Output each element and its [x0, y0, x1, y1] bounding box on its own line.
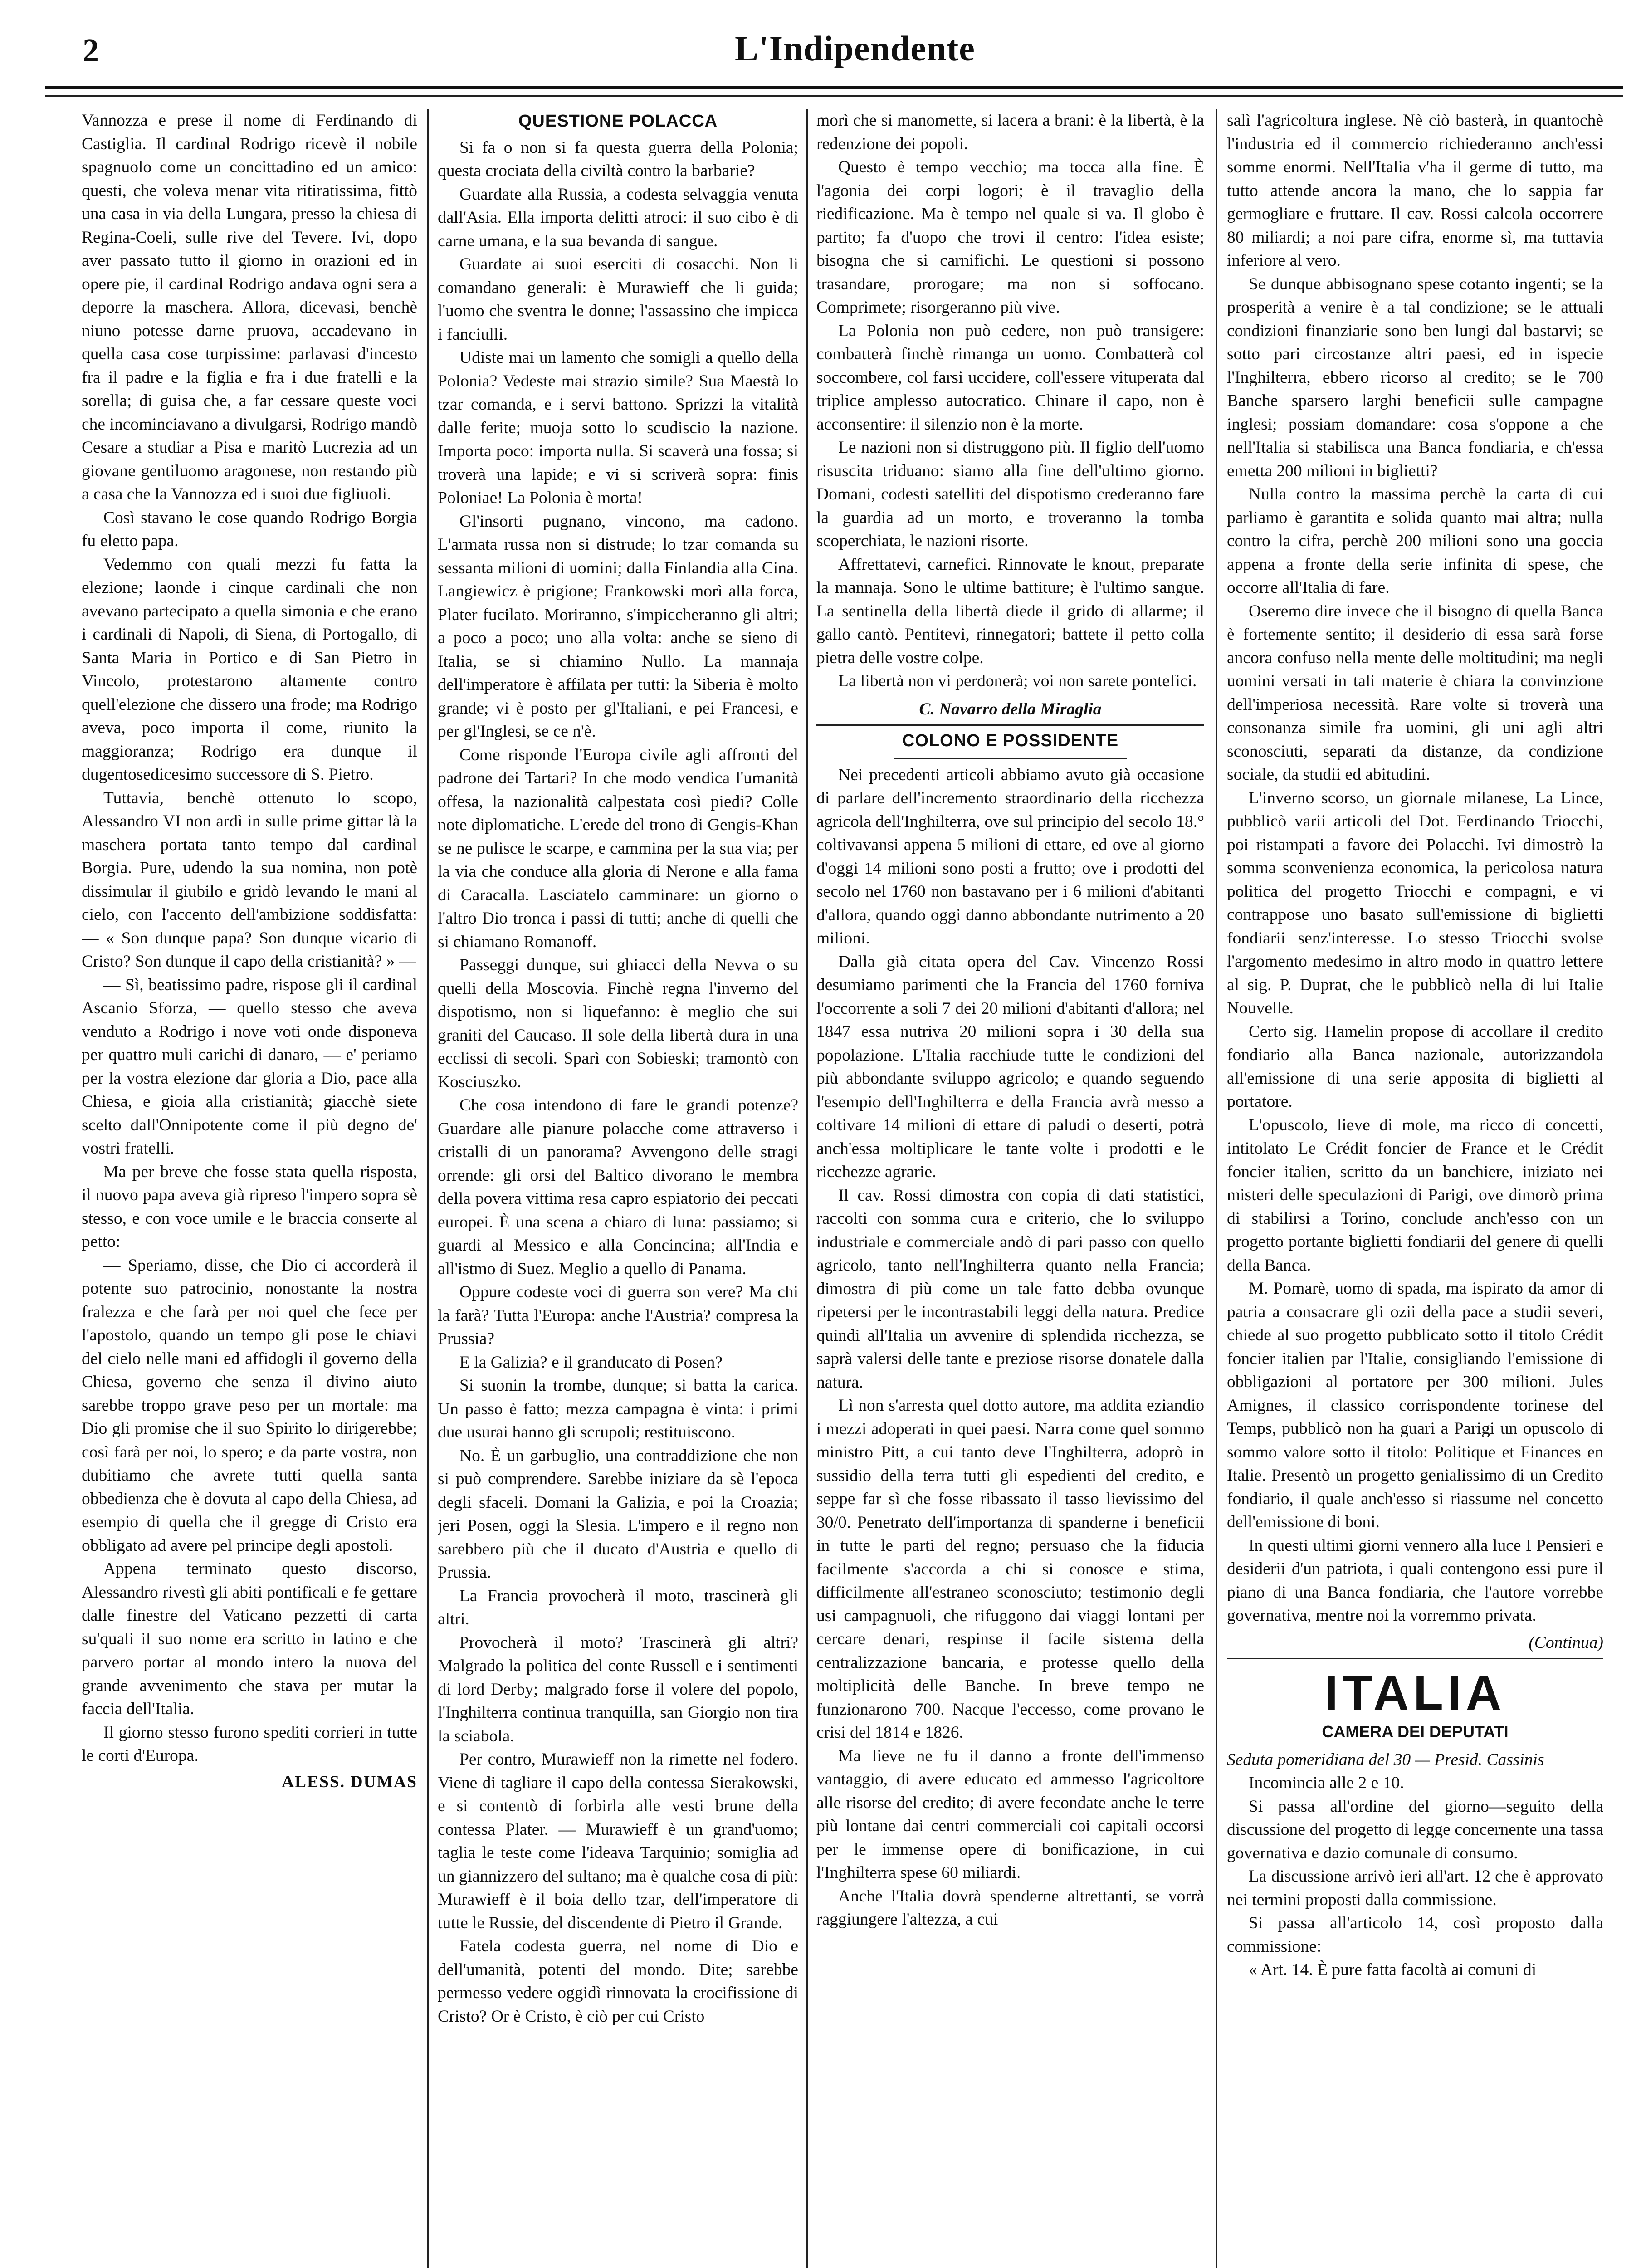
paragraph: La Polonia non può cedere, non può transigere: combatterà finchè rimanga un uomo. Combatterà col soccombere, col farsi uccidere, coll'essere vituperata dal triplice amplesso autocratico. Chinare il capo, non è acconsentire: il silenzio non è la morte. [816, 321, 1204, 434]
paragraph: L'inverno scorso, un giornale milanese, La Lince, pubblicò varii articoli del Dot. Ferdinando Triocchi, poi ristampati a favore dei Polacchi. Ivi dimostrò la somma sconvenienza economica, la pericolosa natura politica del progetto Triocchi e compagni, e vi contrappose uno basato sull'emissione di biglietti fondiarii senz'interesse. Lo stesso Triocchi svolse l'argomento medesimo in altro modo in quattro lettere al sig. P. Duprat, che le pubblicò nella di lui Italie Nouvelle. [1227, 788, 1603, 1017]
paragraph: Appena terminato questo discorso, Alessandro rivestì gli abiti pontificali e fe gettare dalle finestre del Vaticano pezzetti di carta su'quali il suo nome era scritto in latino e che parvero portar al mondo intero la nuova del grande avvenimento che stava per mutar la faccia dell'Italia. [82, 1559, 417, 1718]
paragraph: Passeggi dunque, sui ghiacci della Nevva o su quelli della Moscovia. Finchè regna l'inverno del dispotismo, non si liquefanno: è meglio che sui graniti del Caucaso. Il sole della libertà dura in una ecclissi di secoli. Sparì con Sobieski; tramontò con Kosciuszko. [438, 956, 798, 1091]
paragraph: E la Galizia? e il granducato di Posen? [459, 1353, 723, 1372]
paragraph: In questi ultimi giorni vennero alla luce I Pensieri e desiderii d'un patriota, i quali contengono essi pure il piano di una Banca fondiaria, che l'autore vorrebbe governativa, mentre noi la vorremmo privata. [1227, 1536, 1603, 1625]
paragraph: M. Pomarè, uomo di spada, ma ispirato da amor di patria a consacrare gli ozii della pace a studii severi, chiede al suo progetto pubblicato sotto il titolo Crédit foncier italien par l'Italie, consigliando l'emissione di obbligazioni al portatore per 300 milioni. Jules Amignes, il classico corrispondente torinese del Temps, pubblicò non ha guari a Parigi un opuscolo di sommo valore sotto il titolo: Politique et Finances en Italie. Presentò un progetto genialissimo di un Credito fondiario, il quale anch'esso si riassume nel concetto dell'emissione di boni. [1227, 1279, 1603, 1531]
article-divider [816, 724, 1204, 726]
paragraph: Dalla già citata opera del Cav. Vincenzo Rossi desumiamo parimenti che la Francia del 1760 forniva l'occorrente a soli 7 dei 20 milioni d'abitanti d'allora; nel 1847 essa nutriva 20 milioni sopra i 30 della sua popolazione. L'Italia racchiude tutte le condizioni del più abbondante sviluppo agricolo; e quando seguendo l'esempio dell'Inghilterra e della Francia avrà messo a coltivare 14 milioni di ettare di paludi o deserti, potrà anch'essa moltiplicare le tante volte i prodotti e le ricchezze agrarie. [816, 952, 1204, 1181]
paragraph: La discussione arrivò ieri all'art. 12 che è approvato nei termini proposti dalla commissione. [1227, 1867, 1603, 1909]
column-4 [1227, 109, 1603, 2268]
header-rule [45, 86, 1623, 89]
paragraph: Certo sig. Hamelin propose di accollare il credito fondiario alla Banca nazionale, autorizzandola all'emissione di una serie apposita di biglietti al portatore. [1227, 1022, 1603, 1111]
article-signature: ALESS. DUMAS [281, 1772, 417, 1791]
paragraph: Udiste mai un lamento che somigli a quello della Polonia? Vedeste mai strazio simile? Sua Maestà lo tzar comanda, e i servi battono. Sprizzi la vitalità dalle ferite; muoja sotto lo scudiscio la nazione. Importa poco: importa nulla. Si scaverà una fossa; si troverà una lapide; e vi si scriverà sopra: finis Poloniae! La Polonia è morta! [438, 348, 798, 507]
article-signature: C. Navarro della Miraglia [919, 699, 1102, 719]
heading-underline [894, 758, 1127, 759]
paragraph: Questo è tempo vecchio; ma tocca alla fine. È l'agonia dei corpi logori; è il travaglio della riedificazione. Ma è tempo nel quale si va. Il globo è partito; fa d'uopo che trovi il centro: l'idea esiste; bisogna che si carnifichi. Le questioni si possono trasandare, prorogare; ma non si soffocano. Comprimete; risorgeranno più vive. [816, 158, 1204, 317]
section-subtitle: CAMERA DEI DEPUTATI [1322, 1722, 1509, 1741]
paragraph: — Speriamo, disse, che Dio ci accorderà il potente suo patrocinio, nonostante la nostra fralezza e che farà per noi quel che fece per l'apostolo, quando un tempo gli pose le chiavi del cielo nelle mani ed affidogli il governo della Chiesa, governo che senza il divino aiuto sarebbe troppo grave peso per un mortale: ma Dio gli promise che il suo Spirito lo dirigerebbe; così farà per noi, lo spero; e da parte vostra, non dubitiamo che avrete tutti quella santa obbedienza che è dovuta al capo della Chiesa, ad esempio di quella che il gregge di Cristo era obbligato ad avere pel principe degli apostoli. [82, 1256, 417, 1555]
column-divider [806, 109, 808, 2268]
header-rule-thin [45, 95, 1623, 97]
paragraph: Come risponde l'Europa civile agli affronti del padrone dei Tartari? In che modo vendica l'umanità offesa, la nazionalità calpestata così piedi? Colle note diplomatiche. L'erede del trono di Gengis-Khan se ne pulisce le scarpe, e cammina per la sua via; per la via che conduce alla gloria di Nerone e alla fama di Caracalla. Lasciatelo camminare: un giorno o l'altro Dio tronca i passi di tutti; anche di quelli che si chiamano Romanoff. [438, 745, 798, 951]
article-heading: QUESTIONE POLACCA [518, 112, 718, 131]
paragraph: « Art. 14. È pure fatta facoltà ai comuni di [1249, 1960, 1537, 1979]
paragraph: Provocherà il moto? Trascinerà gli altri? Malgrado la politica del conte Russell e i sentimenti di lord Derby; malgrado forse il volere del popolo, l'Inghilterra continua tranquilla, san Giorgio non tira la sciabola. [438, 1633, 798, 1745]
paragraph: Oppure codeste voci di guerra son vere? Ma chi la farà? Tutta l'Europa: anche l'Austria? compresa la Prussia? [438, 1283, 798, 1348]
paragraph: Vannozza e prese il nome di Ferdinando di Castiglia. Il cardinal Rodrigo ricevè il nobile spagnuolo come un concittadino ed un amico: questi, che voleva menar vita ritiratissima, fittò una casa in via della Lungara, presso la chiesa di Regina-Coeli, sulle rive del Tevere. Ivi, dopo aver passato tutto il giorno in orazioni ed in opere pie, il cardinal Rodrigo andava ogni sera a deporre la maschera. Allora, dicevasi, benchè niuno potesse darne pruova, accadevano in quella casa cose turpissime: parlavasi d'incesto fra il padre e la figlia e fra i due fratelli e la sorella; di guisa che, a far cessare queste voci che incominciavano a divulgarsi, Rodrigo mandò Cesare a studiar a Pisa e maritò Lucrezia ad un giovane gentiluomo aragonese, non restando più a casa che la Vannozza ed i suoi due figliuoli. [82, 111, 417, 503]
paragraph: Nulla contro la massima perchè la carta di cui parliamo è garantita e solida quanto mai altra; nulla contro la cifra, perchè 200 milioni sono una goccia appena a fronte della serie infinita di spese, che occorre all'Italia di fare. [1227, 485, 1603, 597]
masthead-title: L'Indipendente [735, 29, 975, 68]
paragraph: Ma per breve che fosse stata quella risposta, il nuovo papa aveva già ripreso l'impero sopra sè stesso, e con voce umile e le braccia conserte al petto: [82, 1162, 417, 1251]
paragraph: Affrettatevi, carnefici. Rinnovate le knout, preparate la mannaja. Sono le ultime battiture; è l'ultimo sangue. La sentinella della libertà diede il grido di allarme; il gallo cantò. Pentitevi, rinnegatori; battete il petto colla pietra delle vostre colpe. [816, 555, 1204, 667]
paragraph: Ma lieve ne fu il danno a fronte dell'immenso vantaggio, di avere educato ed ammesso l'agricoltore alle risorse del credito; di avere fecondate anche le terre più lontane dai centri commerciali coi capitali occorsi per le immense opere di bonificazione, in cui l'Inghilterra spese 60 miliardi. [816, 1746, 1204, 1882]
paragraph: Tuttavia, benchè ottenuto lo scopo, Alessandro VI non ardì in sulle prime gittar là la maschera portata tanto tempo dal cardinal Borgia. Pure, udendo la sua nomina, non potè dissimular il giubilo e gridò levando le mani al cielo, con l'accento dell'ambizione soddisfatta: — « Son dunque papa? Son dunque vicario di Cristo? Son dunque il capo della cristianità? » — [82, 788, 417, 971]
paragraph: Guardate alla Russia, a codesta selvaggia venuta dall'Asia. Ella importa delitti atroci: il suo cibo è di carne umana, e la sua bevanda di sangue. [438, 185, 798, 250]
paragraph: Si passa all'ordine del giorno—seguito della discussione del progetto di legge concernente una tassa governativa e dazio comunale di consumo. [1227, 1797, 1603, 1862]
paragraph: Anche l'Italia dovrà spenderne altrettanti, se vorrà raggiungere l'altezza, a cui [816, 1887, 1204, 1929]
section-divider [1227, 1658, 1603, 1659]
paragraph: Così stavano le cose quando Rodrigo Borgia fu eletto papa. [82, 508, 417, 550]
paragraph: Il giorno stesso furono spediti corrieri in tutte le corti d'Europa. [82, 1723, 417, 1765]
paragraph: salì l'agricoltura inglese. Nè ciò basterà, in quantochè l'industria ed il commercio richiederanno anch'essi somme enormi. Nell'Italia v'ha il germe di tutto, ma tutto attende ancora la mano, che lo sappia far germogliare e fruttare. Il cav. Rossi calcola occorrere 80 miliardi; a noi pare cifra, enorme sì, ma tuttavia inferiore al vero. [1227, 111, 1603, 270]
column-2 [438, 109, 798, 2268]
paragraph: Oseremo dire invece che il bisogno di quella Banca è fortemente sentito; il desiderio di essa sarà forse ancora confuso nella mente delle moltitudini; ma negli uomini versati in tali materie è chiara la convinzione dell'imperiosa necessità. Rare volte si troverà una consonanza simile fra uomini, gli uni agli altri sconosciuti, separati da distanze, da condizione sociale, da studii ed abitudini. [1227, 601, 1603, 784]
paragraph: Guardate ai suoi eserciti di cosacchi. Non li comandano generali: è Murawieff che li guida; l'uomo che sventra le donne; l'assassino che impicca i fanciulli. [438, 255, 798, 344]
paragraph: morì che si manomette, si lacera a brani: è la libertà, è la redenzione dei popoli. [816, 111, 1204, 153]
article-heading: COLONO E POSSIDENTE [902, 731, 1119, 750]
column-1 [82, 109, 417, 2268]
paragraph: Se dunque abbisognano spese cotanto ingenti; se la prosperità a venire è a tal condizione; se le attuali condizioni finanziarie sono ben lungi dal bastarvi; se sotto pari circostanze altri paesi, ed in ispecie l'Inghilterra, ebbero ricorso al credito; se le 700 Banche sparsero larghi beneficii sulle campagne inglesi; possiam domandare: cosa s'oppone a che nell'Italia si stabilisca una Banca fondiaria, e ch'essa emetta 200 milioni in biglietti? [1227, 274, 1603, 480]
paragraph: Il cav. Rossi dimostra con copia di dati statistici, raccolti con somma cura e criterio, che lo sviluppo industriale e commerciale andò di pari passo con quello agricolo, tanto nell'Inghilterra quanto nella Francia; dimostra di più come un tale fatto debba ovunque ripetersi per le incontrastabili leggi della natura. Predice quindi all'Italia un avvenire di splendida ricchezza, se saprà valersi delle tante e preziose risorse donatele dalla natura. [816, 1186, 1204, 1392]
paragraph: Incomincia alle 2 e 10. [1249, 1774, 1404, 1792]
session-line: Seduta pomeridiana del 30 — Presid. Cassinis [1227, 1750, 1544, 1769]
paragraph: No. È un garbuglio, una contraddizione che non si può comprendere. Sarebbe iniziare da sè l'epoca degli sfaceli. Domani la Galizia, e poi la Croazia; jeri Posen, oggi la Slesia. L'impero e il regno non sarebbero più che il ducato d'Austria e quello di Prussia. [438, 1446, 798, 1582]
paragraph: Si fa o non si fa questa guerra della Polonia; questa crociata della civiltà contro la barbarie? [438, 138, 798, 180]
paragraph: Vedemmo con quali mezzi fu fatta la elezione; laonde i cinque cardinali che non avevano partecipato a quella simonia e che erano i cardinali di Napoli, di Siena, di Portogallo, di Santa Maria in Portico e di San Pietro in Vincolo, protestarono altamente contro quell'elezione che dissero una frode; ma Rodrigo aveva, poco importa il come, riunito la maggioranza; Rodrigo era dunque il dugentosedicesimo successore di S. Pietro. [82, 555, 417, 784]
paragraph: Che cosa intendono di fare le grandi potenze? Guardare alle pianure polacche come attraverso i cristalli di un panorama? Avvengono delle stragi orrende: gli orsi del Baltico divorano le membra della povera vittima resa capro espiatorio dei peccati europei. È una scena a chiaro di luna: passiamo; si guardi al Messico e alla Concincina; all'India e all'istmo di Suez. Meglio a quello di Panama. [438, 1096, 798, 1278]
paragraph: Per contro, Murawieff non la rimette nel fodero. Viene di tagliare il capo della contessa Sierakowski, e si contentò di forbirla alle vesti brune della contessa Plater. — Murawieff è un grand'uomo; taglia le teste come l'ideava Tarquinio; somiglia ad un giannizzero del sultano; ma è qualche cosa di più: Murawieff è il boia dello tzar, dell'imperatore di tutte le Russie, del discendente di Pietro il Grande. [438, 1750, 798, 1932]
section-title: ITALIA [1324, 1665, 1506, 1720]
paragraph: La Francia provocherà il moto, trascinerà gli altri. [438, 1586, 798, 1628]
column-divider [427, 109, 429, 2268]
paragraph: Si suonin la trombe, dunque; si batta la carica. Un passo è fatto; mezza campagna è vinta: i primi due usurai hanno gli scrupoli; restituiscono. [438, 1376, 798, 1442]
paragraph: — Sì, beatissimo padre, rispose gli il cardinal Ascanio Sforza, — quello stesso che aveva venduto a Rodrigo i nove voti onde disponeva per quattro muli carichi di danaro, — e' periamo per la vostra elezione dar gloria a Dio, pace alla Chiesa, e gioia alla cristianità; giacchè siete scelto dall'Onnipotente come il più degno de' vostri fratelli. [82, 975, 417, 1158]
continued-note: (Continua) [1529, 1633, 1603, 1652]
paragraph: Fatela codesta guerra, nel nome di Dio e dell'umanità, potenti del mondo. Dite; sarebbe permesso vedere oggidì rinnovata la crocifissione di Cristo? Or è Cristo, è ciò per cui Cristo [438, 1937, 798, 2026]
paragraph: Si passa all'articolo 14, così proposto dalla commissione: [1227, 1914, 1603, 1956]
column-divider [1216, 109, 1217, 2268]
paragraph: L'opuscolo, lieve di mole, ma ricco di concetti, intitolato Le Crédit foncier de France et le Crédit foncier italien, scritto da un banchiere, iniziato nei misteri delle speculazioni di Parigi, ove dimorò prima di stabilirsi a Torino, conclude anch'esso con un progetto portante biglietti fondiarii del genere di quelli della Banca. [1227, 1115, 1603, 1275]
page-number: 2 [83, 32, 99, 68]
paragraph: La libertà non vi perdonerà; voi non sarete pontefici. [838, 672, 1197, 690]
paragraph: Lì non s'arresta quel dotto autore, ma addita eziandio i mezzi adoperati in quei paesi. Narra come quel sommo ministro Pitt, a cui tanto deve l'Inghilterra, adoprò in sussidio della terra tutti gli espedienti del credito, e seppe far sì che fosse ribassato il tasso lievissimo del 30/0. Penetrato dell'importanza di spanderne i beneficii in tutte le parti del regno; persuaso che la fiducia facilmente s'accorda a chi si conosce e stima, difficilmente all'estraneo sconosciuto; testimonio degli usi campagnuoli, che rifuggono dai viaggi lontani per cercare denari, respinse il facile sistema della centralizzazione bancaria, e protesse quello della moltiplicità delle Banche. In breve tempo ne funzionarono 700. Nacque l'eccesso, come provano le crisi del 1814 e 1826. [816, 1396, 1204, 1742]
column-3 [816, 109, 1204, 2268]
paragraph: Le nazioni non si distruggono più. Il figlio dell'uomo risuscita triduano: siamo alla fine dell'ultimo giorno. Domani, codesti satelliti del dispotismo crederanno fare la guardia ad un morto, e troveranno la tomba scoperchiata, le nazioni risorte. [816, 438, 1204, 550]
paragraph: Gl'insorti pugnano, vincono, ma cadono. L'armata russa non si distrude; lo tzar comanda su sessanta milioni di uomini; dalla Finlandia alla Cina. Langiewicz è prigione; Frankowski morì alla forca, Plater fucilato. Moriranno, s'impiccheranno gli altri; a poco a poco; uno alla volta: anche se sieno di Italia, se si chiamino Nullo. La mannaja dell'imperatore è affilata per tutti: la Siberia è molto grande; vi è posto per gl'Italiani, e pei Francesi, e per gl'Inglesi, se ce n'è. [438, 512, 798, 741]
paragraph: Nei precedenti articoli abbiamo avuto già occasione di parlare dell'incremento straordinario della ricchezza agricola dell'Inghilterra, ove sul principio del secolo 18.° coltivavansi appena 5 milioni di ettare, ed ove al giorno d'oggi 14 milioni sono posti a frutto; ove i prodotti del secolo nel 1760 non bastavano per i 6 milioni d'abitanti d'allora, quando oggi danno abbondante nutrimento a 20 milioni. [816, 765, 1204, 948]
